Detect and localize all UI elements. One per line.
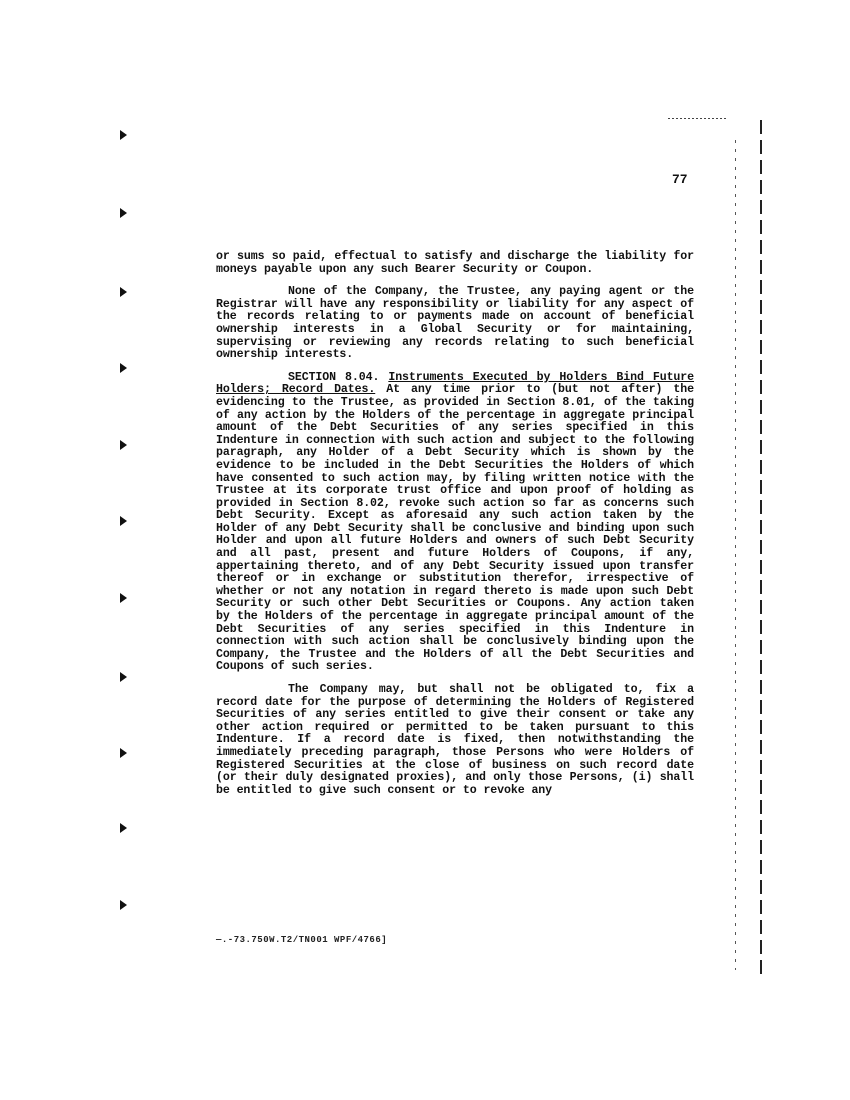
section-label: SECTION 8.04.	[288, 370, 380, 384]
margin-marker-icon	[120, 208, 127, 218]
document-body	[216, 251, 694, 807]
scan-edge-line-faint	[735, 140, 736, 970]
paragraph-text: At any time prior to (but not after) the evidencing to the Trustee, as provided in Section 8.01, of the taking of any action by the Holders of the percentage in aggregate principal amount of the Debt Securities of any series specified in this Indenture in connection with such action and subject to the following paragraph, any Holder of a Debt Security which is shown by the evidence to be included in the Debt Securities the Holders of which have consented to such action may, by filing written notice with the Trustee at its corporate trust office and upon proof of holding as provided in Section 8.02, revoke such action so far as concerns such Debt Security. Except as aforesaid any such action taken by the Holder of any Debt Security shall be conclusive and binding upon such Holder and upon all future Holders and owners of such Debt Security and all past, present and future Holders of Coupons, if any, appertaining thereto, and of any Debt Security issued upon transfer thereof or in exchange or substitution therefor, irrespective of whether or not any notation in regard thereto is made upon such Debt Security or such other Debt Securities or Coupons. Any action taken by the Holders of the percentage in aggregate principal amount of the Debt Securities of any series specified in this Indenture in connection with such action shall be conclusively binding upon the Company, the Trustee and the Holders of all the Debt Securities and Coupons of such series.	[216, 383, 695, 674]
paragraph	[216, 684, 694, 797]
margin-marker-icon	[120, 440, 127, 450]
margin-marker-icon	[120, 748, 127, 758]
footer-document-code: —.-73.750W.T2/TN001 WPF/4766]	[216, 935, 388, 945]
margin-marker-icon	[120, 287, 127, 297]
margin-marker-icon	[120, 363, 127, 373]
margin-marker-icon	[120, 823, 127, 833]
section-paragraph	[216, 372, 694, 674]
margin-marker-icon	[120, 516, 127, 526]
margin-marker-icon	[120, 900, 127, 910]
scan-edge-line	[760, 120, 762, 980]
paragraph-text: The Company may, but shall not be obligated to, fix a record date for the purpose of determining the Holders of Registered Securities of any series entitled to give their consent or take any other action required or permitted to be taken pursuant to this Indenture. If a record date is fixed, then notwithstanding the immediately preceding paragraph, those Persons who were Holders of Registered Securities at the close of business on such record date (or their duly designated proxies), and only those Persons, (i) shall be entitled to give such consent or to revoke any	[216, 683, 694, 797]
page-number: 77	[672, 172, 688, 187]
scan-artifact-dots	[668, 118, 728, 119]
margin-marker-icon	[120, 593, 127, 603]
paragraph	[216, 286, 694, 362]
section-heading: Instruments Executed by Holders Bind Future Holders; Record Dates.	[216, 370, 695, 397]
paragraph-text: None of the Company, the Trustee, any paying agent or the Registrar will have any responsibility or liability for any aspect of the records relating to or payments made on account of beneficial ownership interests in a Global Security or for maintaining, supervising or reviewing any records relating to such beneficial ownership interests.	[216, 285, 694, 362]
margin-marker-icon	[120, 130, 127, 140]
margin-marker-icon	[120, 672, 127, 682]
paragraph: or sums so paid, effectual to satisfy and discharge the liability for moneys payable upon any such Bearer Security or Coupon.	[216, 250, 694, 276]
